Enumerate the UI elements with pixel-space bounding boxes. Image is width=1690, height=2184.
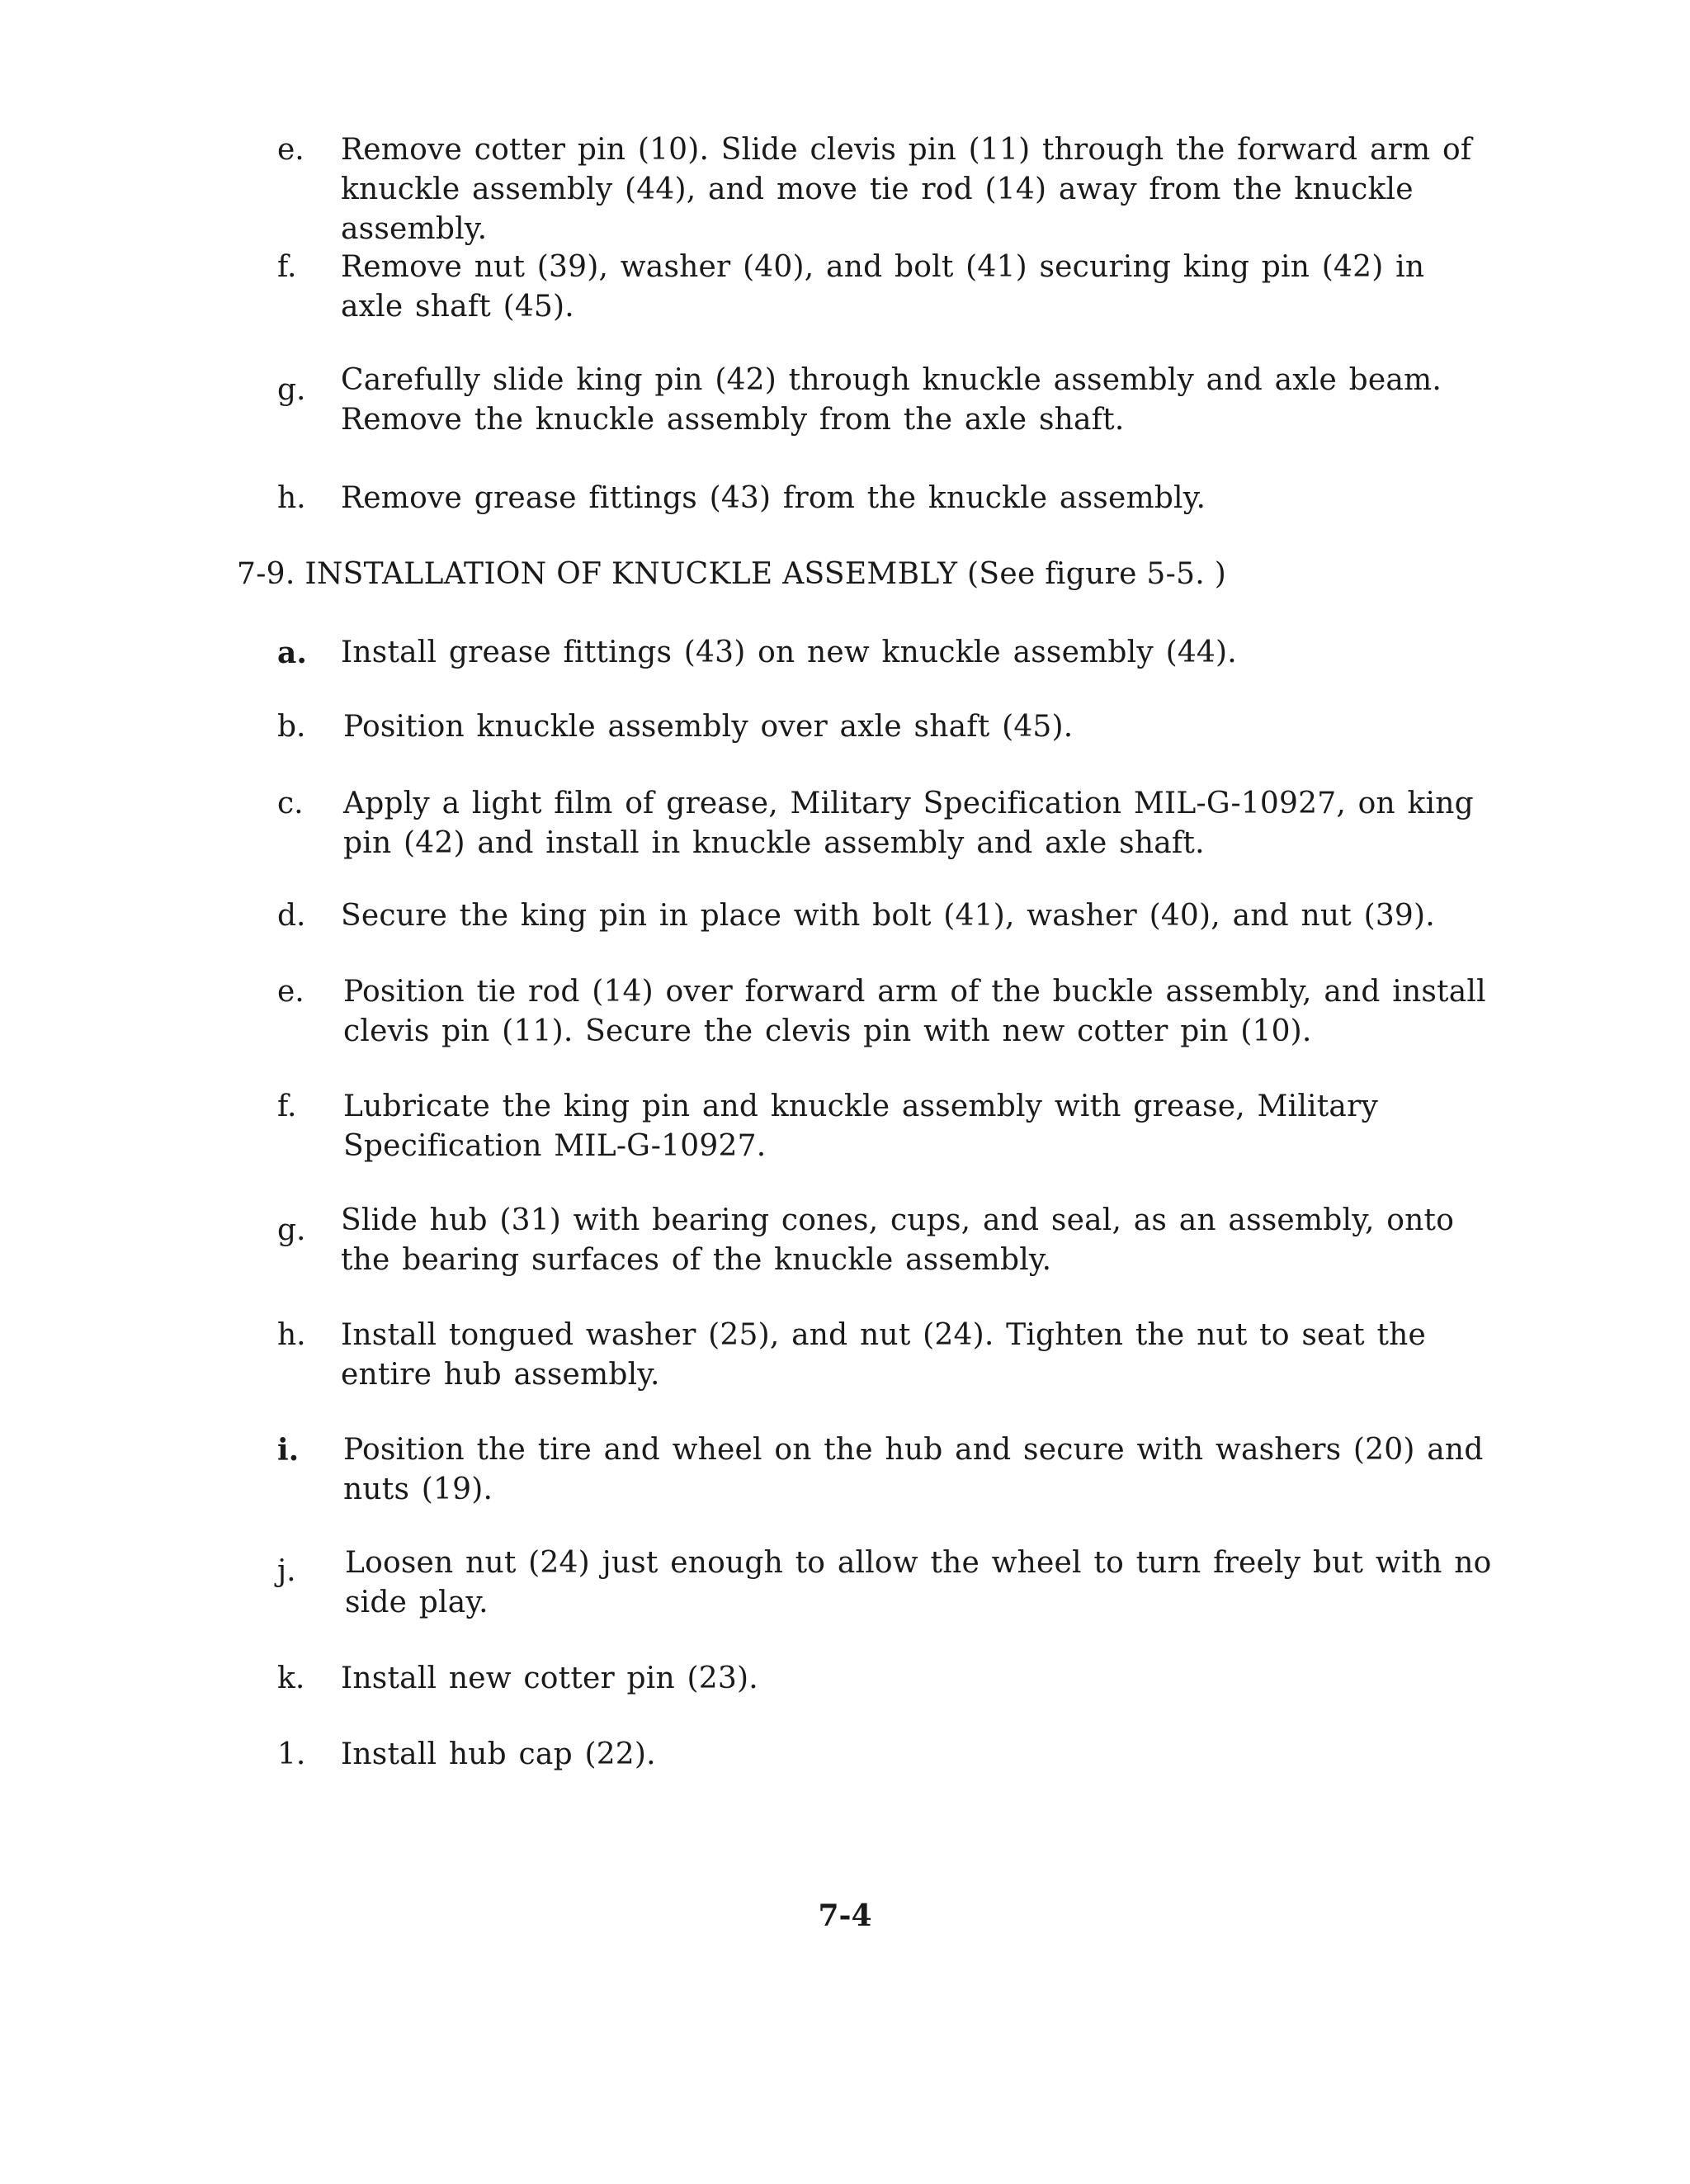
step-text: Remove nut (39), washer (40), and bolt (41) securing king pin (42) in axle shaft (45). xyxy=(341,250,1425,324)
step-marker: 1. xyxy=(277,1737,306,1771)
step-text: Secure the king pin in place with bolt (41), washer (40), and nut (39). xyxy=(341,899,1435,933)
step-marker: f. xyxy=(277,250,297,284)
step-marker: i. xyxy=(277,1433,300,1468)
step-marker: h. xyxy=(277,481,306,515)
step-text: Lubricate the king pin and knuckle assembly with grease, Military Specification MIL-G-10927. xyxy=(343,1090,1379,1163)
section-heading: 7-9. INSTALLATION OF KNUCKLE ASSEMBLY (See figure 5-5. ) xyxy=(237,557,1227,591)
step-marker: h. xyxy=(277,1318,306,1352)
step-marker: d. xyxy=(277,899,306,933)
step-marker: f. xyxy=(277,1090,297,1123)
step-marker: a. xyxy=(277,636,307,670)
step-marker: e. xyxy=(277,133,304,167)
step-marker: j. xyxy=(277,1554,296,1588)
step-text: Position tie rod (14) over forward arm of the buckle assembly, and install clevis pin (11). Secure the clevis pin with new cotter pin (10). xyxy=(343,975,1486,1048)
step-text: Install tongued washer (25), and nut (24). Tighten the nut to seat the entire hub assembly. xyxy=(341,1318,1427,1392)
step-marker: g. xyxy=(277,1213,306,1247)
step-marker: b. xyxy=(277,710,306,744)
step-marker: c. xyxy=(277,787,304,820)
step-marker: k. xyxy=(277,1662,305,1695)
step-text: Install hub cap (22). xyxy=(341,1737,656,1771)
step-text: Apply a light film of grease, Military Specification MIL-G-10927, on king pin (42) and install in knuckle assembly and axle shaft. xyxy=(343,787,1474,860)
step-marker: e. xyxy=(277,975,304,1009)
step-text: Remove cotter pin (10). Slide clevis pin (11) through the forward arm of knuckle assembly (44), and move tie rod (14) away from the knuckle assembly. xyxy=(341,133,1472,246)
step-text: Remove grease fittings (43) from the knuckle assembly. xyxy=(341,481,1206,515)
step-text: Position the tire and wheel on the hub and secure with washers (20) and nuts (19). xyxy=(343,1433,1484,1506)
step-text: Loosen nut (24) just enough to allow the wheel to turn freely but with no side play. xyxy=(345,1546,1492,1619)
step-marker: g. xyxy=(277,373,306,407)
step-text: Slide hub (31) with bearing cones, cups, and seal, as an assembly, onto the bearing surfaces of the knuckle assembly. xyxy=(341,1203,1455,1277)
step-text: Install grease fittings (43) on new knuckle assembly (44). xyxy=(341,636,1237,669)
step-text: Carefully slide king pin (42) through knuckle assembly and axle beam. Remove the knuckle assembly from the axle shaft. xyxy=(341,363,1442,437)
step-text: Install new cotter pin (23). xyxy=(341,1662,758,1695)
page-number: 7-4 xyxy=(818,1898,872,1933)
step-text: Position knuckle assembly over axle shaft (45). xyxy=(343,710,1074,744)
